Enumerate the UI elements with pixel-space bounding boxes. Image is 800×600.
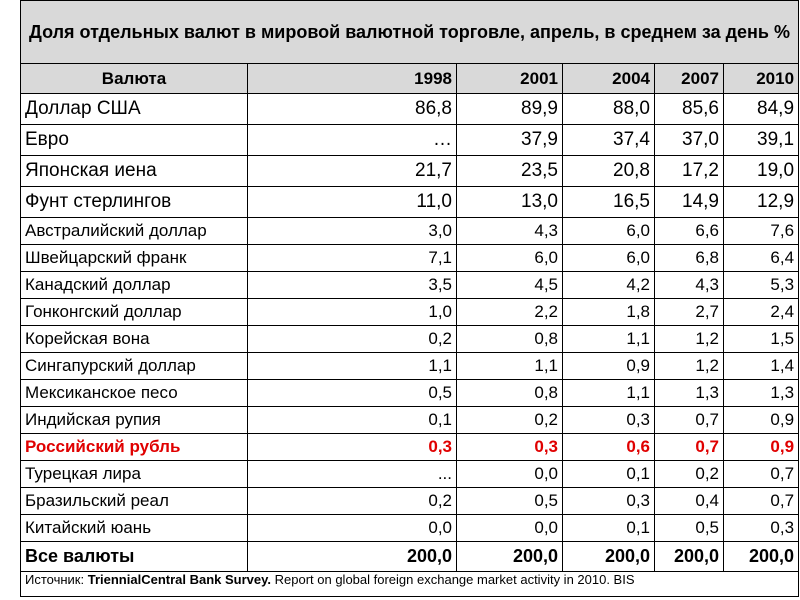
value-cell: 23,5 xyxy=(457,156,563,187)
table-row xyxy=(21,156,799,187)
value-cell: 1,1 xyxy=(457,353,563,380)
value-cell: 0,9 xyxy=(563,353,655,380)
table-row xyxy=(21,299,799,326)
value-cell: 0,2 xyxy=(655,461,724,488)
value-cell: 0,9 xyxy=(724,434,799,461)
currency-name-cell: Китайский юань xyxy=(21,515,248,542)
value-cell: 16,5 xyxy=(563,187,655,218)
value-cell: 0,6 xyxy=(563,434,655,461)
value-cell: 37,0 xyxy=(655,125,724,156)
table-row xyxy=(21,488,799,515)
value-cell: 6,0 xyxy=(457,245,563,272)
value-cell: 4,5 xyxy=(457,272,563,299)
value-cell: 0,8 xyxy=(457,380,563,407)
value-cell: 1,2 xyxy=(655,326,724,353)
value-cell: 86,8 xyxy=(248,94,457,125)
value-cell: 6,8 xyxy=(655,245,724,272)
currency-name-cell: Мексиканское песо xyxy=(21,380,248,407)
currency-name-cell: Австралийский доллар xyxy=(21,218,248,245)
currency-name-cell: Канадский доллар xyxy=(21,272,248,299)
currency-name-cell: Сингапурский доллар xyxy=(21,353,248,380)
total-value-cell: 200,0 xyxy=(655,542,724,572)
value-cell: 6,0 xyxy=(563,218,655,245)
value-cell: 7,1 xyxy=(248,245,457,272)
table-row xyxy=(21,380,799,407)
value-cell: 3,5 xyxy=(248,272,457,299)
value-cell: 0,3 xyxy=(563,407,655,434)
source-detail: Report on global foreign exchange market activity in 2010. BIS xyxy=(271,572,635,587)
table-row xyxy=(21,187,799,218)
source-prefix: Источник: xyxy=(25,572,88,587)
source-note xyxy=(21,572,799,597)
value-cell: 17,2 xyxy=(655,156,724,187)
title-row xyxy=(21,1,799,64)
value-cell: 6,0 xyxy=(563,245,655,272)
value-cell: 5,3 xyxy=(724,272,799,299)
value-cell: 0,2 xyxy=(248,326,457,353)
value-cell: 1,4 xyxy=(724,353,799,380)
table-row xyxy=(21,326,799,353)
table-row xyxy=(21,272,799,299)
table-row xyxy=(21,218,799,245)
value-cell: 0,5 xyxy=(248,380,457,407)
value-cell: 14,9 xyxy=(655,187,724,218)
value-cell: 84,9 xyxy=(724,94,799,125)
value-cell: 1,2 xyxy=(655,353,724,380)
currency-name-cell: Гонконгский доллар xyxy=(21,299,248,326)
total-value-cell: 200,0 xyxy=(563,542,655,572)
value-cell: 1,5 xyxy=(724,326,799,353)
value-cell: 89,9 xyxy=(457,94,563,125)
currency-name-cell: Индийская рупия xyxy=(21,407,248,434)
value-cell: 4,3 xyxy=(457,218,563,245)
column-header-year: 2010 xyxy=(724,64,799,94)
source-row xyxy=(21,572,799,597)
column-header-currency: Валюта xyxy=(21,64,248,94)
value-cell: 0,3 xyxy=(248,434,457,461)
value-cell: 1,1 xyxy=(563,326,655,353)
table-row xyxy=(21,353,799,380)
table-row xyxy=(21,125,799,156)
value-cell: 0,0 xyxy=(457,515,563,542)
header-row xyxy=(21,64,799,94)
value-cell: 1,1 xyxy=(248,353,457,380)
value-cell: 0,0 xyxy=(457,461,563,488)
value-cell: 13,0 xyxy=(457,187,563,218)
value-cell: 1,3 xyxy=(724,380,799,407)
value-cell: 0,7 xyxy=(655,407,724,434)
currency-name-cell: Российский рубль xyxy=(21,434,248,461)
column-header-year: 2007 xyxy=(655,64,724,94)
value-cell: 4,3 xyxy=(655,272,724,299)
currency-name-cell: Бразильский реал xyxy=(21,488,248,515)
value-cell: 0,3 xyxy=(724,515,799,542)
value-cell: 0,1 xyxy=(563,461,655,488)
value-cell: 20,8 xyxy=(563,156,655,187)
total-label-cell: Все валюты xyxy=(21,542,248,572)
value-cell: 88,0 xyxy=(563,94,655,125)
value-cell: 19,0 xyxy=(724,156,799,187)
currency-name-cell: Турецкая лира xyxy=(21,461,248,488)
value-cell: 0,3 xyxy=(457,434,563,461)
currency-share-table xyxy=(20,0,799,597)
total-value-cell: 200,0 xyxy=(724,542,799,572)
value-cell: 0,3 xyxy=(563,488,655,515)
value-cell: 0,5 xyxy=(457,488,563,515)
column-header-year: 2001 xyxy=(457,64,563,94)
value-cell: 0,8 xyxy=(457,326,563,353)
value-cell: 0,9 xyxy=(724,407,799,434)
table-row xyxy=(21,515,799,542)
currency-name-cell: Японская иена xyxy=(21,156,248,187)
column-header-year: 2004 xyxy=(563,64,655,94)
value-cell: 0,2 xyxy=(248,488,457,515)
value-cell: 0,2 xyxy=(457,407,563,434)
value-cell: 2,2 xyxy=(457,299,563,326)
value-cell: 0,7 xyxy=(724,488,799,515)
value-cell: 2,7 xyxy=(655,299,724,326)
value-cell: 0,0 xyxy=(248,515,457,542)
table-body xyxy=(21,1,799,597)
value-cell: 0,7 xyxy=(655,434,724,461)
source-title: TriennialCentral Bank Survey. xyxy=(87,572,272,587)
value-cell: 1,3 xyxy=(655,380,724,407)
value-cell: 0,1 xyxy=(563,515,655,542)
value-cell: ... xyxy=(248,461,457,488)
table-row xyxy=(21,245,799,272)
currency-name-cell: Доллар США xyxy=(21,94,248,125)
table-title: Доля отдельных валют в мировой валютной торговле, апрель, в среднем за день % xyxy=(21,1,799,64)
currency-name-cell: Корейская вона xyxy=(21,326,248,353)
value-cell: 11,0 xyxy=(248,187,457,218)
value-cell: 1,1 xyxy=(563,380,655,407)
value-cell: 37,9 xyxy=(457,125,563,156)
value-cell: 85,6 xyxy=(655,94,724,125)
value-cell: … xyxy=(248,125,457,156)
value-cell: 6,4 xyxy=(724,245,799,272)
table-row xyxy=(21,461,799,488)
table-row xyxy=(21,407,799,434)
total-value-cell: 200,0 xyxy=(248,542,457,572)
table-row xyxy=(21,434,799,461)
currency-name-cell: Евро xyxy=(21,125,248,156)
total-value-cell: 200,0 xyxy=(457,542,563,572)
value-cell: 2,4 xyxy=(724,299,799,326)
value-cell: 4,2 xyxy=(563,272,655,299)
value-cell: 21,7 xyxy=(248,156,457,187)
value-cell: 0,1 xyxy=(248,407,457,434)
value-cell: 1,8 xyxy=(563,299,655,326)
value-cell: 0,7 xyxy=(724,461,799,488)
column-header-year: 1998 xyxy=(248,64,457,94)
value-cell: 0,4 xyxy=(655,488,724,515)
table-row xyxy=(21,94,799,125)
value-cell: 12,9 xyxy=(724,187,799,218)
value-cell: 7,6 xyxy=(724,218,799,245)
value-cell: 37,4 xyxy=(563,125,655,156)
value-cell: 6,6 xyxy=(655,218,724,245)
value-cell: 39,1 xyxy=(724,125,799,156)
value-cell: 3,0 xyxy=(248,218,457,245)
currency-name-cell: Фунт стерлингов xyxy=(21,187,248,218)
currency-name-cell: Швейцарский франк xyxy=(21,245,248,272)
total-row xyxy=(21,542,799,572)
value-cell: 0,5 xyxy=(655,515,724,542)
value-cell: 1,0 xyxy=(248,299,457,326)
